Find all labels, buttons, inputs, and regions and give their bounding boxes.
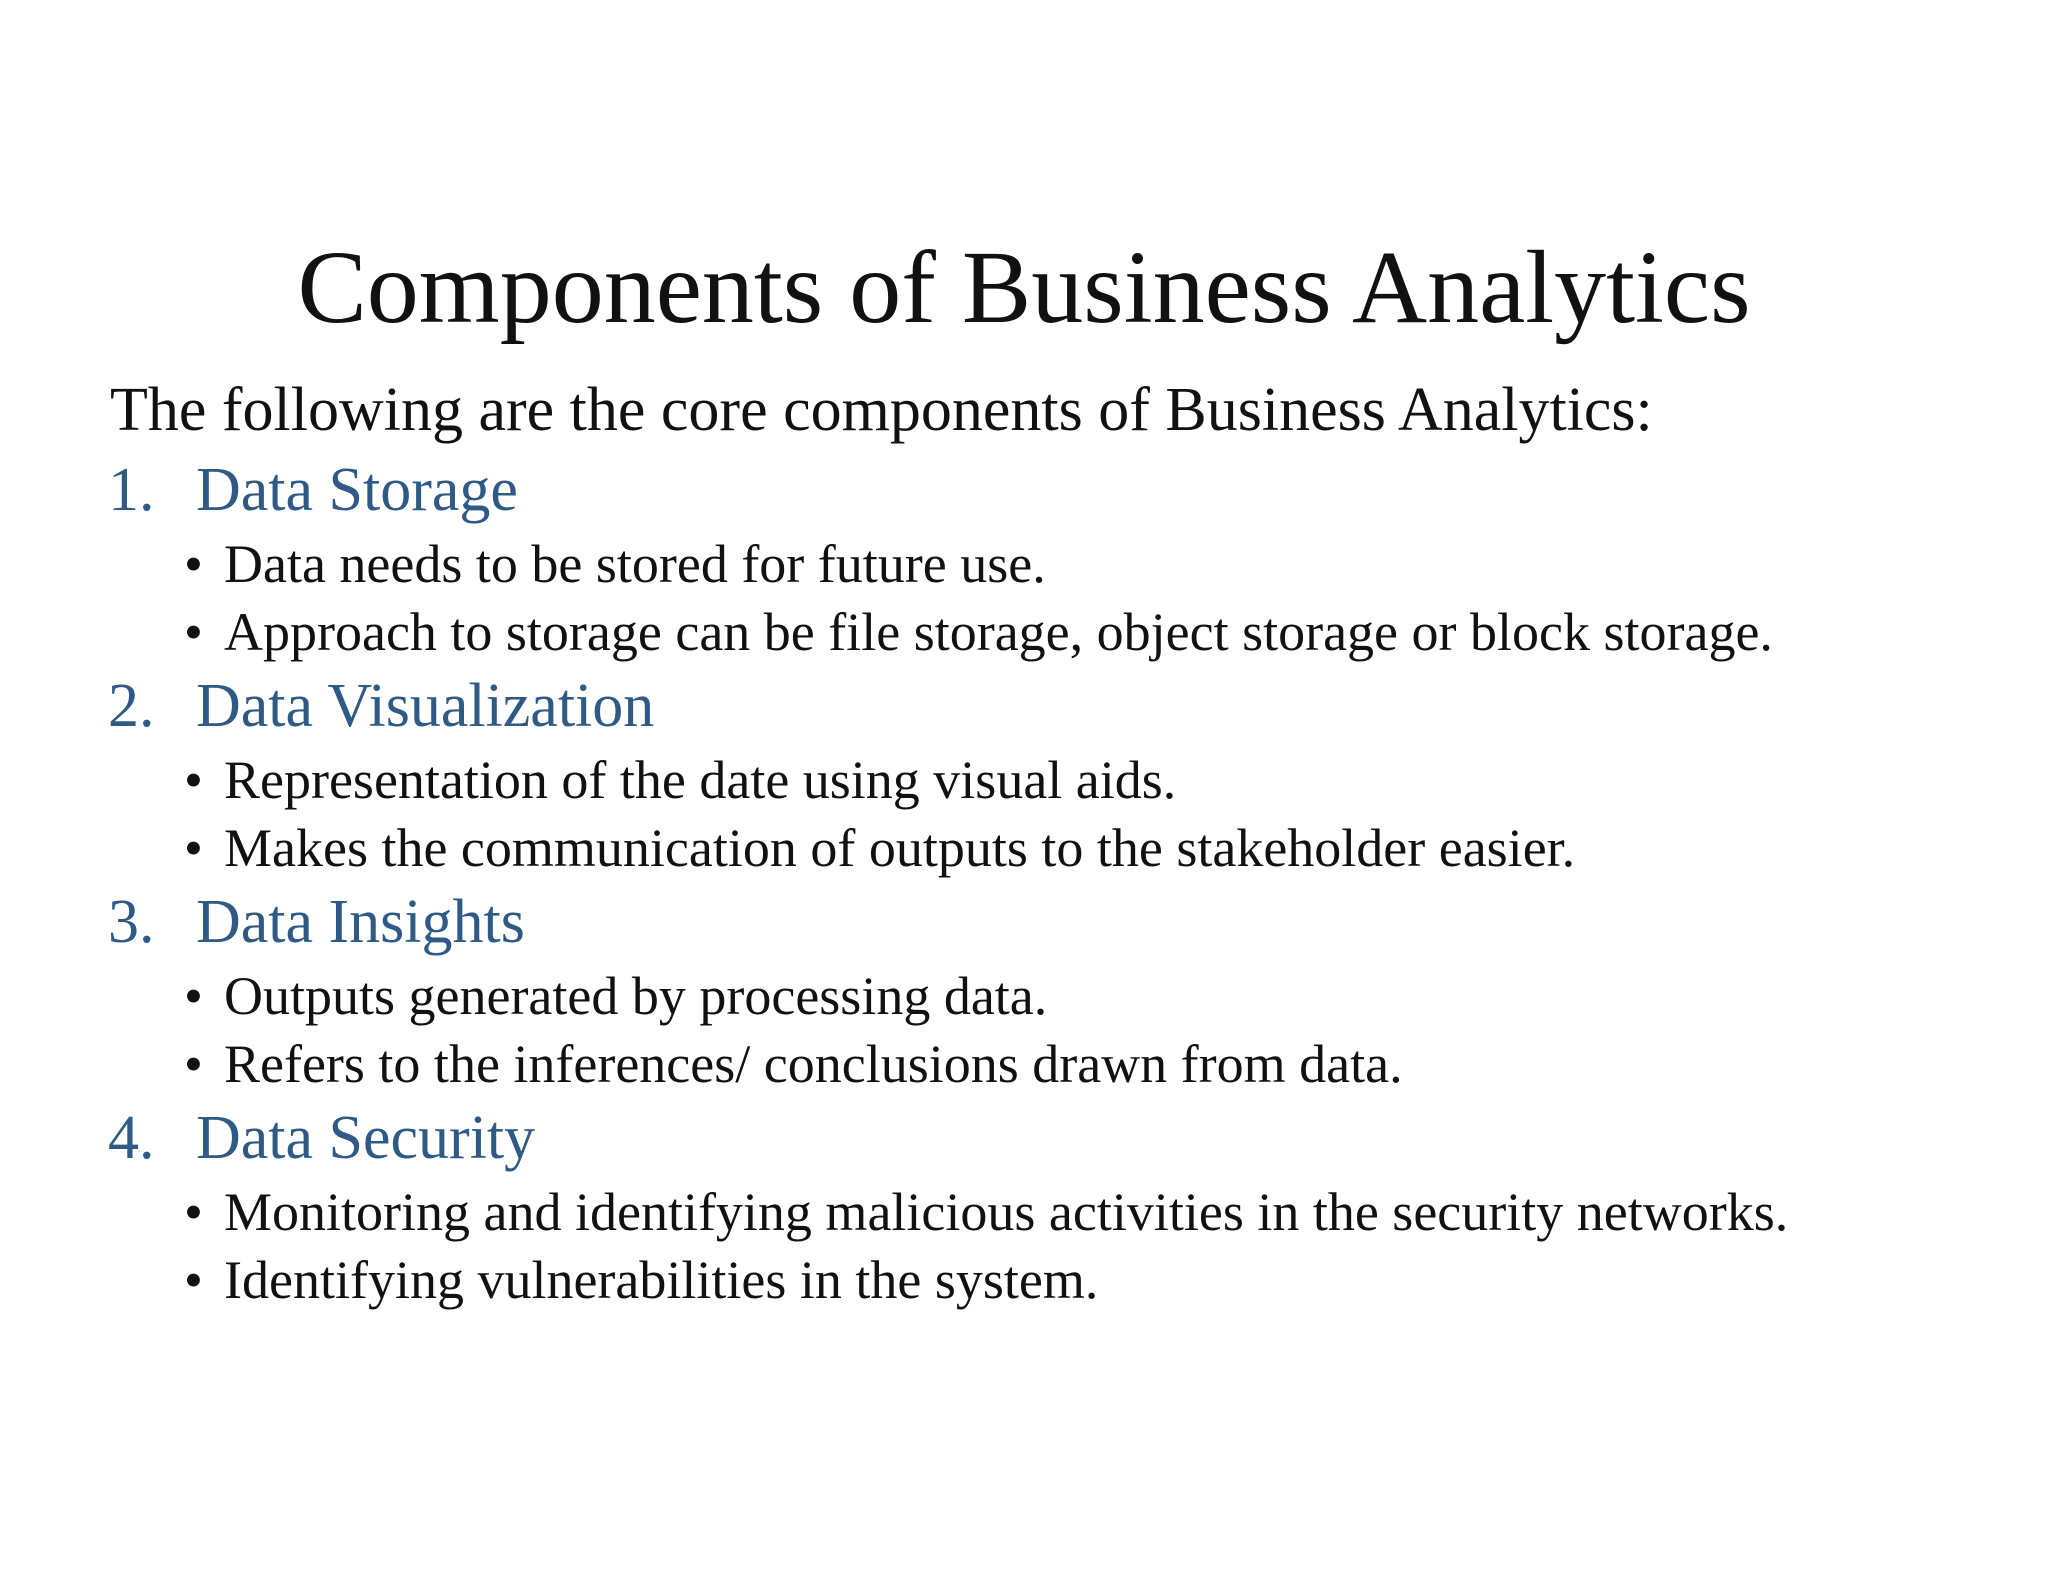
component-number: 1.	[108, 456, 155, 524]
component-title: Data Insights	[196, 888, 525, 956]
bullet-item	[184, 746, 2008, 814]
component-number: 3.	[108, 888, 155, 956]
bullet-icon: •	[184, 602, 203, 662]
bullet-item	[184, 1030, 2008, 1098]
component-heading	[108, 450, 2008, 530]
bullet-text: Refers to the inferences/ conclusions drawn from data.	[224, 1034, 1403, 1094]
component-number: 2.	[108, 672, 155, 740]
bullet-text: Makes the communication of outputs to the stakeholder easier.	[224, 818, 1576, 878]
component-title: Data Security	[196, 1104, 536, 1172]
component-bullets	[108, 962, 2008, 1098]
component-number: 4.	[108, 1104, 155, 1172]
bullet-text: Representation of the date using visual aids.	[224, 750, 1177, 810]
component-heading	[108, 666, 2008, 746]
component-title: Data Storage	[196, 456, 518, 524]
bullet-icon: •	[184, 750, 203, 810]
bullet-item	[184, 598, 2008, 666]
component-bullets	[108, 746, 2008, 882]
component-bullets	[108, 530, 2008, 666]
component-heading	[108, 1098, 2008, 1178]
slide-title: Components of Business Analytics	[297, 230, 1751, 345]
bullet-text: Outputs generated by processing data.	[224, 966, 1048, 1026]
bullet-item	[184, 1246, 2008, 1314]
components-list	[108, 450, 2008, 1314]
bullet-icon: •	[184, 534, 203, 594]
bullet-icon: •	[184, 1250, 203, 1310]
component-item	[108, 1098, 2008, 1314]
bullet-item	[184, 814, 2008, 882]
bullet-icon: •	[184, 966, 203, 1026]
bullet-text: Identifying vulnerabilities in the system.	[224, 1250, 1099, 1310]
intro-text: The following are the core components of Business Analytics:	[110, 376, 1653, 444]
component-item	[108, 666, 2008, 882]
bullet-icon: •	[184, 818, 203, 878]
bullet-text: Data needs to be stored for future use.	[224, 534, 1046, 594]
bullet-text: Approach to storage can be file storage, object storage or block storage.	[224, 602, 1773, 662]
component-item	[108, 882, 2008, 1098]
bullet-icon: •	[184, 1034, 203, 1094]
bullet-item	[184, 1178, 2008, 1246]
bullet-icon: •	[184, 1182, 203, 1242]
component-item	[108, 450, 2008, 666]
bullet-item	[184, 962, 2008, 1030]
bullet-text: Monitoring and identifying malicious activities in the security networks.	[224, 1182, 1789, 1242]
component-title: Data Visualization	[196, 672, 655, 740]
component-bullets	[108, 1178, 2008, 1314]
bullet-item	[184, 530, 2008, 598]
component-heading	[108, 882, 2008, 962]
